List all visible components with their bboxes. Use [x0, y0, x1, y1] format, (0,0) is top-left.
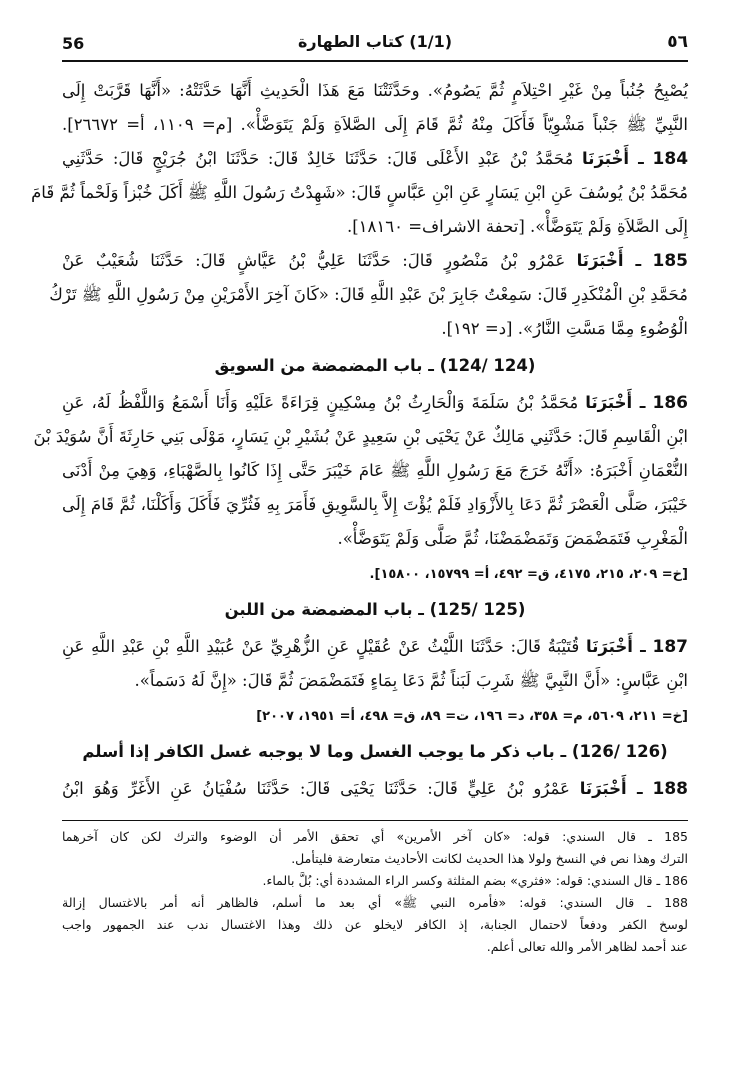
akhbarana: ـ أَخْبَرَنَا	[576, 251, 642, 270]
akhbarana: ـ أَخْبَرَنَا	[585, 393, 646, 412]
hadith-number: 185	[652, 251, 689, 271]
hadith-184: 184 ـ أَخْبَرَنَا مُحَمَّدُ بْنُ عَبْدِ الأَعْلَى قَالَ: حَدَّثَنَا خَالِدٌ قَالَ: حَدَّثَنَا ابْنُ جُرَيْجٍ قَالَ: حَدَّثَنِي	[62, 149, 689, 169]
akhbarana: ـ أَخْبَرَنَا	[579, 779, 643, 798]
text-line: الْوُضُوءِ مِمَّا مَسَّتِ النَّارُ». [د= ١٩٢].	[441, 319, 688, 338]
footnotes	[62, 826, 688, 958]
hadith-188: 188 ـ أَخْبَرَنَا عَمْرُو بْنُ عَلِيٍّ قَالَ: حَدَّثَنَا يَحْيَى قَالَ: حَدَّثَنَا سُفْيَانُ عَنِ الأَغَرِّ وَهُوَ ابْنُ	[62, 779, 688, 799]
footnote-line: 185 ـ قال السندي: قوله: «كان آخر الأمرين» أي تحقق الأمر أن الوضوء والترك لكن كان آخرهما	[62, 829, 688, 844]
footnote-line: 186 ـ قال السندي: قوله: «فثري» بضم المثلثة وكسر الراء المشددة أي: بُلَّ بالماء.	[262, 873, 688, 888]
main-text	[31, 74, 689, 799]
hadith-number: 187	[652, 637, 688, 657]
hadith-number: 188	[652, 779, 688, 799]
text-line: خَيْبَرَ، صَلَّى الْعَصْرَ ثُمَّ دَعَا بِالأَزْوَادِ فَلَمْ يُؤْتَ إِلاَّ بِالسَّوِيقِ فَأَمَرَ بِهِ فَثُرِّيَ فَأَكَلَ وَأَكَلْنَا، ثُمَّ قَامَ إِلَى	[62, 495, 688, 514]
hadith-186: 186 ـ أَخْبَرَنَا مُحَمَّدُ بْنُ سَلَمَةَ وَالْحَارِثُ بْنُ مِسْكِينٍ قِرَاءَةً عَلَيْهِ وَأَنَا أَسْمَعُ وَاللَّفْظُ لَهُ، عَنِ	[62, 393, 688, 413]
text-line: مُحَمَّدِ بْنِ الْمُنْكَدِرِ قَالَ: سَمِعْتُ جَابِرَ بْنَ عَبْدِ اللَّهِ قَالَ: «كَانَ آخِرَ الأَمْرَيْنِ مِنْ رَسُولِ اللَّهِ ﷺ تَرْكُ	[49, 285, 688, 304]
text-line: يُصْبِحُ جُنُباً مِنْ غَيْرِ احْتِلاَمٍ ثُمَّ يَصُومُ». وحَدَّثَتْنَا مَعَ هَذَا الْحَدِيثِ أَنَّهَا حَدَّثَتْهُ: «أَنَّهَا قَرَّبَتْ إِلَى	[62, 81, 688, 100]
footnote-line: الترك وهذا نص في النسخ ولولا هذا الحديث لكانت الأحاديث متعارضة فليتأمل.	[291, 851, 688, 866]
hadith-number: 186	[652, 393, 688, 413]
chapter-heading-125: (125 /125) ـ باب المضمضة من اللبن	[224, 600, 526, 619]
reference-line: [خ= ٢١١، ٥٦٠٩، م= ٣٥٨، د= ١٩٦، ت= ٨٩، ق= ٤٩٨، أ= ١٩٥١، ٢٠٠٧]	[256, 709, 688, 724]
page-number-arabic: ٥٦	[667, 32, 688, 52]
footnote-separator	[62, 820, 688, 821]
page-number-latin: 56	[62, 34, 85, 53]
footnote-line: لوسخ الكفر ودفعاً لاحتمال الجنابة، إذ الكافر لايخلو عن ذلك وهذا الاغتسال ندب عند الجمهور واجب	[62, 917, 688, 932]
page-header	[62, 26, 688, 62]
text-line: مُحَمَّدُ بْنُ يُوسُفَ عَنِ ابْنِ يَسَارٍ عَنِ ابْنِ عَبَّاسٍ قَالَ: «شَهِدْتُ رَسُولَ اللَّهِ ﷺ أَكَلَ خُبْزاً وَلَحْماً ثُمَّ قَامَ	[31, 183, 688, 202]
chapter-heading-124: (124 /124) ـ باب المضمضة من السويق	[214, 356, 536, 375]
text-line: إِلَى الصَّلاَةِ وَلَمْ يَتَوَضَّأْ». [تحفة الاشراف= ١٨١٦٠].	[346, 217, 688, 236]
text-line: ابْنِ الْقَاسِمِ قَالَ: حَدَّثَنِي مَالِكٌ عَنْ يَحْيَى بْنِ سَعِيدٍ عَنْ بُشَيْرِ بْنِ يَسَارٍ، مَوْلَى بَنِي حَارِثَةَ أَنَّ سُوَيْدَ بْنَ	[33, 427, 688, 446]
akhbarana: ـ أَخْبَرَنَا	[586, 637, 646, 656]
text-line: الْمَغْرِبِ فَتَمَضْمَضَ وَتَمَضْمَضْنَا، ثُمَّ صَلَّى وَلَمْ يَتَوَضَّأْ».	[337, 529, 688, 548]
hadith-number: 184	[652, 149, 689, 169]
text-line: النُّعْمَانِ أَخْبَرَهُ: «أَنَّهُ خَرَجَ مَعَ رَسُولِ اللَّهِ ﷺ عَامَ خَيْبَرَ حَتَّى إِذَا كَانُوا بِالصَّهْبَاءِ، وَهِيَ مِنْ أَدْنَى	[62, 461, 688, 480]
reference-line: [خ= ٢٠٩، ٢١٥، ٤١٧٥، ق= ٤٩٢، أ= ١٥٧٩٩، ١٥٨٠٠].	[369, 567, 688, 582]
text-line: ابْنِ عَبَّاسٍ: «أَنَّ النَّبِيَّ ﷺ شَرِبَ لَبَناً ثُمَّ دَعَا بِمَاءٍ فَتَمَضْمَضَ ثُمَّ قَالَ: «إِنَّ لَهُ دَسَماً».	[134, 671, 688, 690]
running-title: (1/1) كتاب الطهارة	[297, 32, 453, 51]
chapter-heading-126: (126 /126) ـ باب ذكر ما يوجب الغسل وما لا يوجبه غسل الكافر إذا أسلم	[82, 742, 668, 761]
footnote-line: عند أحمد لظاهر الأمر والله تعالى أعلم.	[486, 939, 688, 954]
hadith-187: 187 ـ أَخْبَرَنَا قُتَيْبَةُ قَالَ: حَدَّثَنَا اللَّيْثُ عَنْ عُقَيْلٍ عَنِ الزُّهْرِيِّ عَنْ عُبَيْدِ اللَّهِ بْنِ عَبْدِ اللَّهِ عَنِ	[62, 637, 688, 657]
hadith-185: 185 ـ أَخْبَرَنَا عَمْرُو بْنُ مَنْصُورٍ قَالَ: حَدَّثَنَا عَلِيُّ بْنُ عَيَّاشٍ قَالَ: حَدَّثَنَا شُعَيْبٌ عَنْ	[62, 251, 689, 271]
text-line: النَّبِيِّ ﷺ جَنْباً مَشْوِيّاً فَأَكَلَ مِنْهُ ثُمَّ قَامَ إِلَى الصَّلاَةِ وَلَمْ يَتَوَضَّأْ». [م= ١١٠٩، أ= ٢٦٦٧٢].	[62, 115, 688, 134]
footnote-line: 188 ـ قال السندي: قوله: «فأمره النبي ﷺ» أي بعد ما أسلم، فالظاهر أنه أمر بالاغتسال إزالة	[62, 895, 688, 910]
akhbarana: ـ أَخْبَرَنَا	[582, 149, 644, 168]
